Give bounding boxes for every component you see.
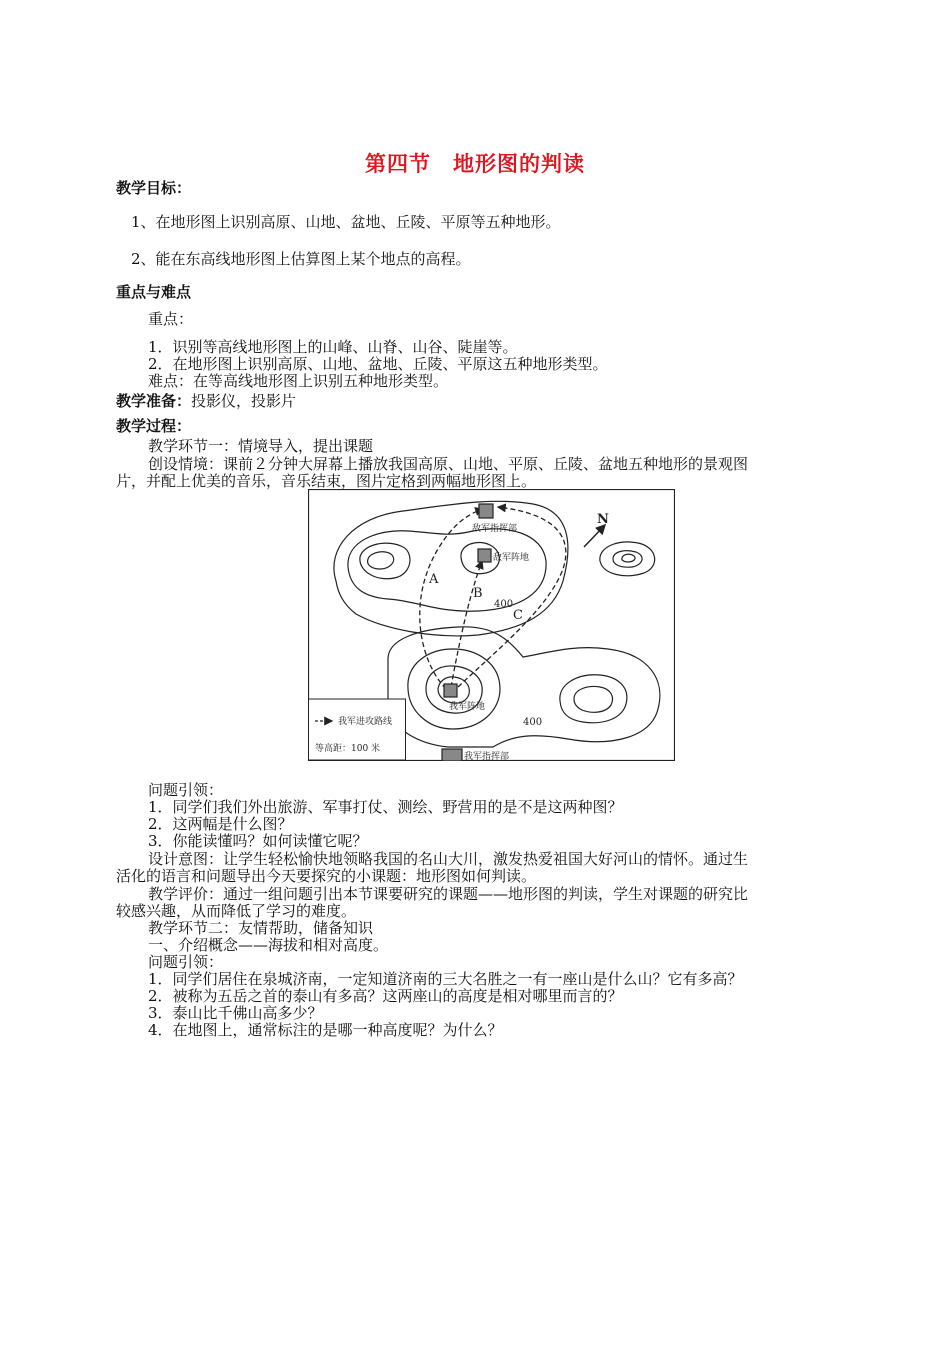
route-label-a: A	[429, 572, 439, 587]
question-item: 4．在地图上，通常标注的是哪一种高度呢？为什么？	[148, 1021, 503, 1039]
our-position-label: 我军阵地	[449, 702, 486, 712]
question-item: 2．这两幅是什么图？	[148, 815, 293, 833]
question-item: 1．同学们我们外出旅游、军事打仗、测绘、野营用的是不是这两种图？	[148, 798, 623, 816]
design-intent-text: 设计意图：让学生轻松愉快地领略我国的名山大川，激发热爱祖国大好河山的情怀。通过生	[148, 850, 749, 868]
process-heading: 教学过程：	[116, 417, 192, 435]
prep-line	[116, 392, 296, 410]
concept-text: 一、介绍概念——海拔和相对高度。	[148, 936, 389, 954]
key-point: 1．识别等高线地形图上的山峰、山脊、山谷、陡崖等。	[148, 338, 518, 356]
enemy-hq-label: 敌军指挥部	[472, 524, 518, 534]
legend-interval-label: 等高距：100 米	[315, 744, 381, 754]
page-title: 第四节 地形图的判读	[365, 151, 585, 176]
contour-value-label: 400	[494, 599, 514, 610]
design-intent-text-cont: 活化的语言和问题导出今天要探究的小课题：地形图如何判读。	[116, 867, 537, 885]
key-label: 重点：	[148, 310, 194, 328]
legend-route-label: 我军进攻路线	[338, 717, 393, 727]
section-two-heading: 教学环节二：友情帮助，储备知识	[148, 919, 374, 937]
section-one-heading: 教学环节一：情境导入，提出课题	[148, 437, 374, 455]
route-label-c: C	[513, 608, 523, 623]
evaluation-text-cont: 较感兴趣，从而降低了学习的难度。	[116, 902, 357, 920]
questions-label: 问题引领：	[148, 781, 224, 799]
evaluation-text: 教学评价：通过一组问题引出本节课要研究的课题——地形图的判读，学生对课题的研究比	[148, 885, 749, 903]
prep-label: 教学准备：	[116, 392, 192, 410]
enemy-hq-marker	[479, 504, 493, 518]
question-item: 1．同学们居住在泉城济南，一定知道济南的三大名胜之一有一座山是什么山？它有多高？	[148, 970, 743, 988]
scenario-text: 创设情境：课前２分钟大屏幕上播放我国高原、山地、平原、丘陵、盆地五种地形的景观图	[148, 455, 749, 473]
objectives-heading: 教学目标：	[116, 179, 192, 197]
route-label-b: B	[473, 586, 483, 601]
objective-item: 2、能在东高线地形图上估算图上某个地点的高程。	[131, 250, 471, 268]
questions-label: 问题引领：	[148, 953, 224, 971]
question-item: 3．泰山比千佛山高多少？	[148, 1004, 323, 1022]
objective-item: 1、在地形图上识别高原、山地、盆地、丘陵、平原等五种地形。	[131, 213, 561, 231]
contour-value-label: 400	[523, 717, 543, 728]
question-item: 3．你能读懂吗？如何读懂它呢？	[148, 832, 368, 850]
enemy-position-label: 敌军阵地	[493, 553, 530, 563]
our-hq-marker	[442, 749, 462, 761]
north-label: N	[597, 512, 609, 527]
question-item: 2．被称为五岳之首的泰山有多高？这两座山的高度是相对哪里而言的？	[148, 987, 623, 1005]
key-point: 2．在地形图上识别高原、山地、盆地、丘陵、平原这五种地形类型。	[148, 355, 608, 373]
scenario-text-cont: 片，并配上优美的音乐，音乐结束，图片定格到两幅地形图上。	[116, 472, 537, 490]
key-heading: 重点与难点	[116, 283, 192, 301]
difficulty-text: 难点：在等高线地形图上识别五种地形类型。	[148, 372, 449, 390]
enemy-position-marker	[478, 549, 491, 562]
contour-map-figure	[308, 489, 675, 761]
our-hq-label: 我军指挥部	[464, 752, 510, 761]
our-position-marker	[444, 684, 457, 697]
prep-text: 投影仪，投影片	[191, 392, 297, 410]
